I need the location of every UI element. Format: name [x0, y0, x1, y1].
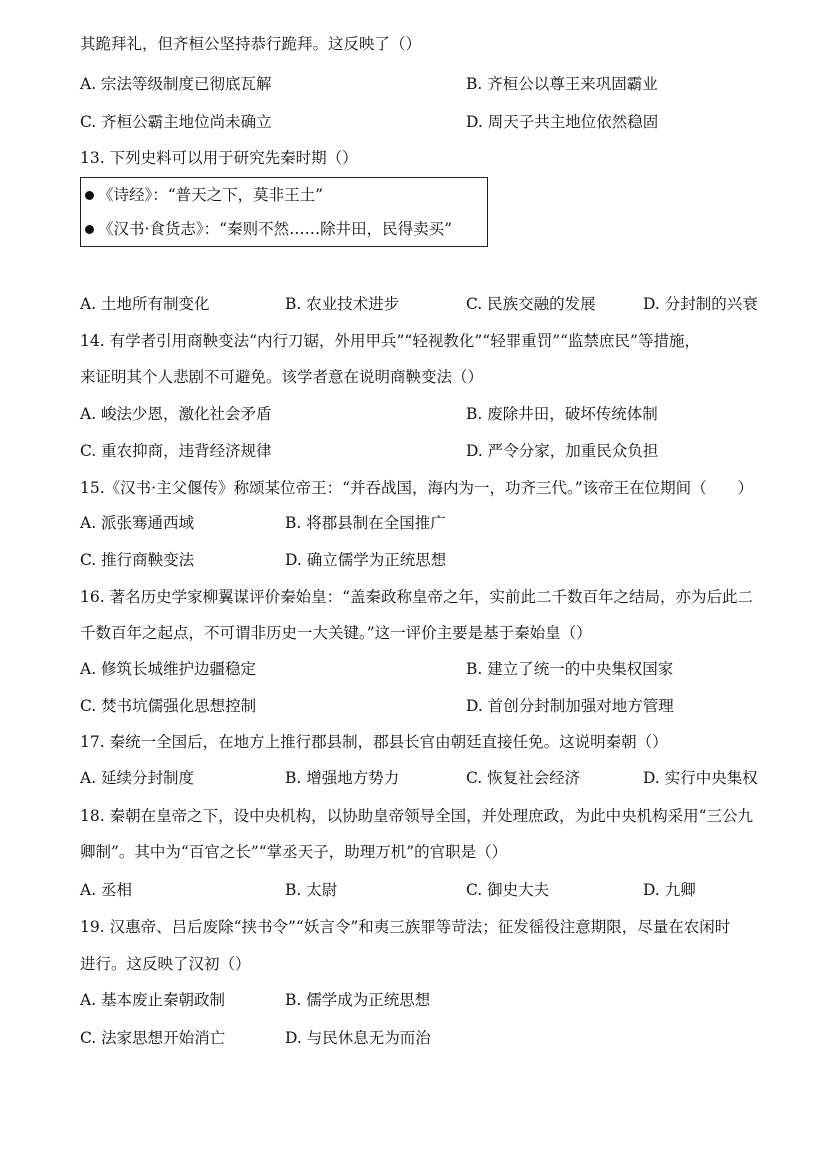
q13-stem: 13. 下列史料可以用于研究先秦时期（）	[80, 149, 358, 167]
q16-option-d[interactable]: D. 首创分封制加强对地方管理	[466, 697, 674, 715]
bullet-icon	[85, 225, 94, 234]
q13-option-c[interactable]: C. 民族交融的发展	[466, 295, 596, 313]
q12-stem: 其跪拜礼，但齐桓公坚持恭行跪拜。这反映了（）	[80, 35, 422, 53]
q14-stem-line-2: 来证明其个人悲剧不可避免。该学者意在说明商鞅变法（）	[80, 368, 484, 386]
q14-option-a[interactable]: A. 峻法少恩，激化社会矛盾	[80, 405, 272, 423]
q17-stem: 17. 秦统一全国后，在地方上推行郡县制，郡县长官由朝廷直接任免。这说明秦朝（）	[80, 733, 668, 751]
q13-option-d[interactable]: D. 分封制的兴衰	[643, 295, 758, 313]
q15-option-c[interactable]: C. 推行商鞅变法	[80, 551, 195, 569]
q14-option-c[interactable]: C. 重农抑商，违背经济规律	[80, 442, 272, 460]
q18-option-a[interactable]: A. 丞相	[80, 881, 133, 899]
q18-option-d[interactable]: D. 九卿	[643, 881, 696, 899]
q19-option-b[interactable]: B. 儒学成为正统思想	[285, 991, 431, 1009]
bullet-icon	[85, 191, 94, 200]
q16-stem-line-1: 16. 著名历史学家柳翼谋评价秦始皇：“盖秦政称皇帝之年，实前此二千数百年之结局，亦为后此二	[80, 588, 754, 606]
q19-stem-line-1: 19. 汉惠帝、吕后废除“挟书令”“妖言令”和夷三族罪等苛法；征发徭役注意期限，尽量在农闲时	[80, 918, 731, 936]
q13-option-b[interactable]: B. 农业技术进步	[285, 295, 400, 313]
q12-option-a[interactable]: A. 宗法等级制度已彻底瓦解	[80, 75, 272, 93]
q13-option-a[interactable]: A. 土地所有制变化	[80, 295, 210, 313]
q18-stem-line-1: 18. 秦朝在皇帝之下，设中央机构，以协助皇帝领导全国，并处理庶政，为此中央机构采用“三公九	[80, 807, 754, 825]
q17-option-a[interactable]: A. 延续分封制度	[80, 769, 195, 787]
q12-option-c[interactable]: C. 齐桓公霸主地位尚未确立	[80, 113, 272, 131]
q15-option-b[interactable]: B. 将郡县制在全国推广	[285, 514, 446, 532]
q19-stem-line-2: 进行。这反映了汉初（）	[80, 955, 251, 973]
q13-source-2-text: 《汉书·食货志》：“秦则不然……除井田，民得卖买”	[98, 220, 453, 238]
q18-stem-line-2: 卿制”。其中为“百官之长”“掌丞天子，助理万机”的官职是（）	[80, 843, 508, 861]
q14-option-d[interactable]: D. 严令分家，加重民众负担	[466, 442, 659, 460]
q17-option-c[interactable]: C. 恢复社会经济	[466, 769, 581, 787]
q19-option-c[interactable]: C. 法家思想开始消亡	[80, 1029, 226, 1047]
q19-option-a[interactable]: A. 基本废止秦朝政制	[80, 991, 226, 1009]
q16-option-c[interactable]: C. 焚书坑儒强化思想控制	[80, 697, 257, 715]
q18-option-c[interactable]: C. 御史大夫	[466, 881, 550, 899]
q16-option-a[interactable]: A. 修筑长城维护边疆稳定	[80, 660, 257, 678]
q13-source-box	[80, 177, 488, 247]
q13-source-1-text: 《诗经》：“普天之下，莫非王土”	[98, 186, 324, 204]
q14-stem-line-1: 14. 有学者引用商鞅变法“内行刀锯，外用甲兵”“轻视教化”“轻罪重罚”“监禁庶民”等措施，	[80, 332, 700, 350]
q19-option-d[interactable]: D. 与民休息无为而治	[285, 1029, 431, 1047]
q17-option-b[interactable]: B. 增强地方势力	[285, 769, 400, 787]
q15-option-d[interactable]: D. 确立儒学为正统思想	[285, 551, 447, 569]
q12-option-b[interactable]: B. 齐桓公以尊王来巩固霸业	[466, 75, 658, 93]
q17-option-d[interactable]: D. 实行中央集权	[643, 769, 758, 787]
q13-source-2	[85, 218, 452, 240]
q18-option-b[interactable]: B. 太尉	[285, 881, 338, 899]
q13-source-1	[85, 184, 323, 206]
q16-stem-line-2: 千数百年之起点，不可谓非历史一大关键。”这一评价主要是基于秦始皇（）	[80, 624, 592, 642]
q16-option-b[interactable]: B. 建立了统一的中央集权国家	[466, 660, 674, 678]
q15-stem: 15.《汉书·主父偃传》称颂某位帝王：“并吞战国，海内为一，功齐三代。”该帝王在位期间（ ）	[80, 479, 754, 497]
q14-option-b[interactable]: B. 废除井田，破坏传统体制	[466, 405, 658, 423]
q15-option-a[interactable]: A. 派张骞通西域	[80, 514, 195, 532]
q12-option-d[interactable]: D. 周天子共主地位依然稳固	[466, 113, 659, 131]
